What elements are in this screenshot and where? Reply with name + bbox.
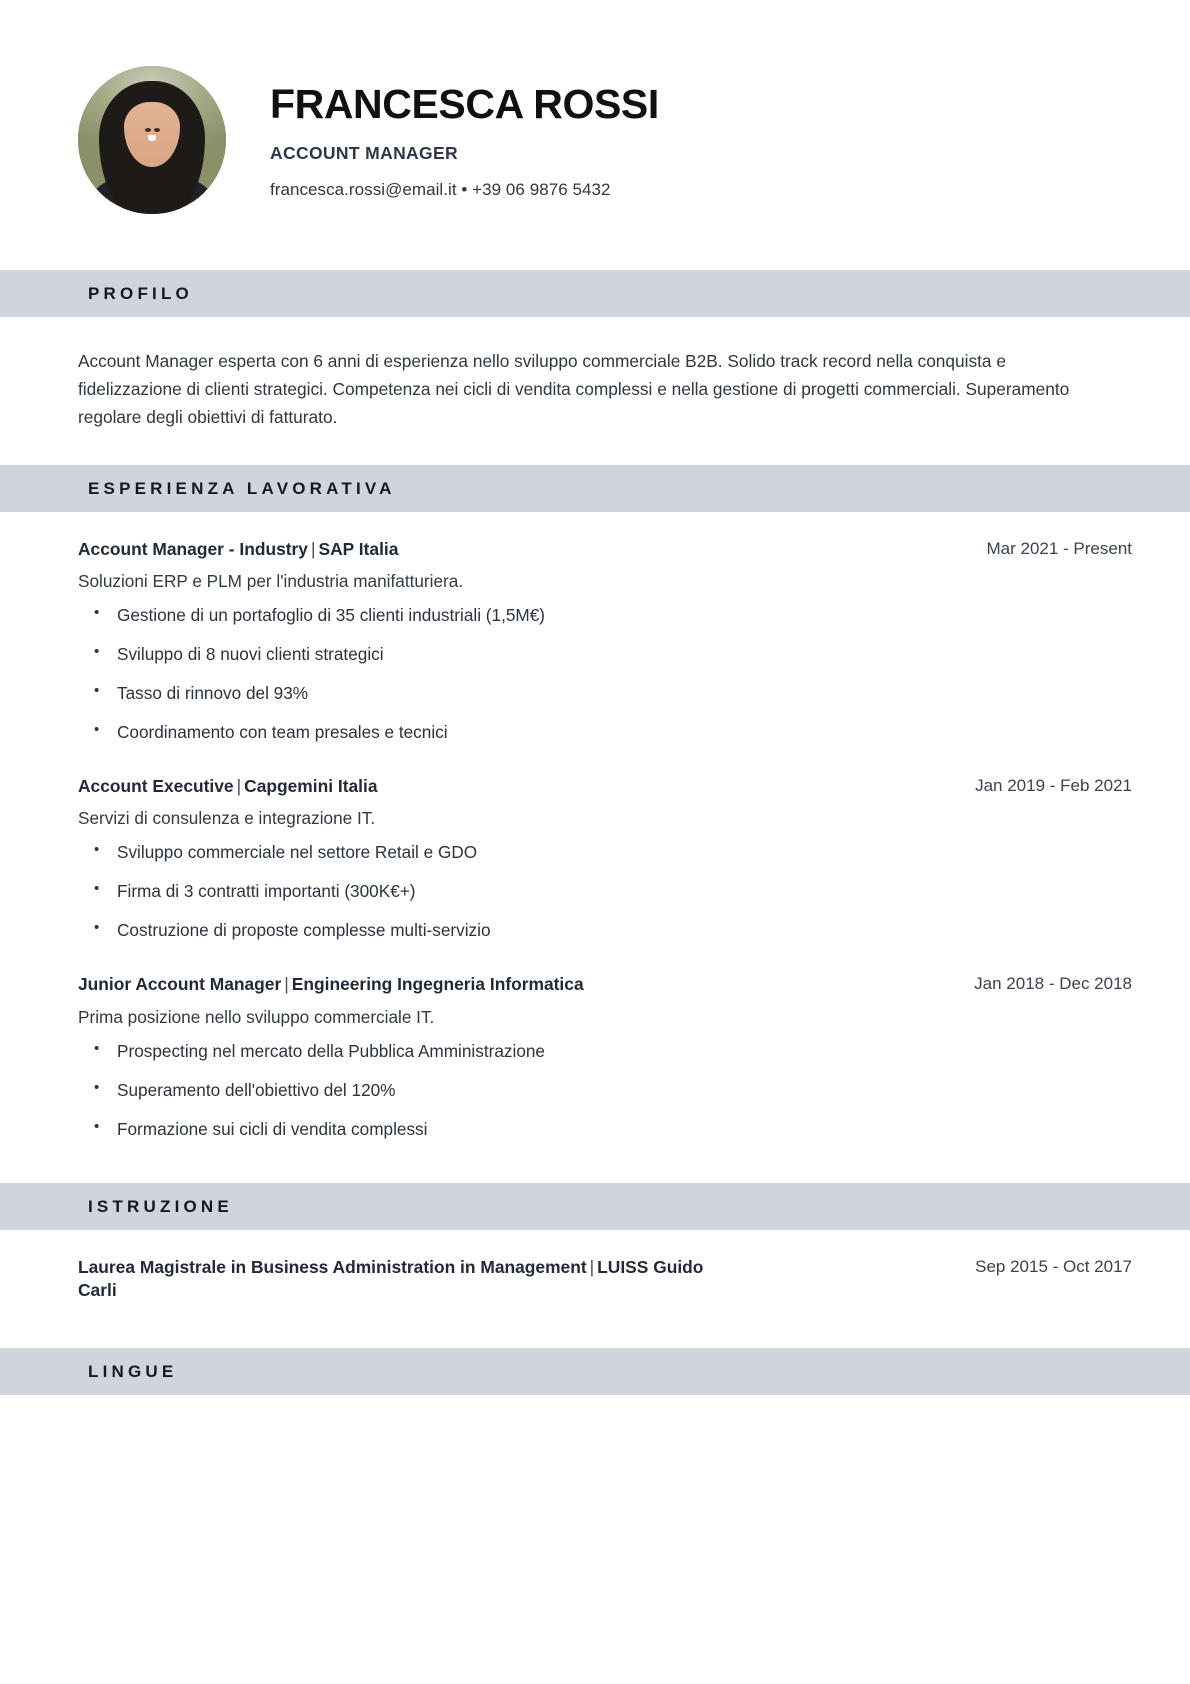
section-header-istruzione <box>0 1183 1190 1230</box>
education-list <box>0 1230 1190 1348</box>
education-entry <box>78 1256 1132 1302</box>
job-bullet: • Gestione di un portafoglio di 35 clienti industriali (1,5M€) <box>78 603 1132 628</box>
job-date: Mar 2021 - Present <box>986 539 1132 559</box>
job-bullet: • Firma di 3 contratti importanti (300K€+) <box>78 879 1132 904</box>
profile-summary: Account Manager esperta con 6 anni di esperienza nello sviluppo commerciale B2B. Solido track record nella conquista e fidelizzazione di clienti strategici. Competenza nei cicli di vendita complessi e nella gestione di progetti commerciali. Superamento regolare degli obiettivi di fatturato. <box>78 351 1070 428</box>
job-company: Capgemini Italia <box>244 776 378 797</box>
section-title: ISTRUZIONE <box>88 1196 233 1216</box>
section-header-esperienza <box>0 465 1190 512</box>
experience-list <box>0 512 1190 1183</box>
degree-name: Laurea Magistrale in Business Administration in Management <box>78 1257 587 1278</box>
avatar-eye-right <box>154 128 160 132</box>
section-header-profilo <box>0 270 1190 317</box>
avatar <box>78 66 226 214</box>
title-separator: | <box>284 974 289 995</box>
header-text-group <box>226 80 659 199</box>
institution-name: LUISS Guido Carli <box>78 1257 704 1301</box>
job-bullet: • Costruzione di proposte complesse multi-servizio <box>78 918 1132 943</box>
entry-header <box>78 538 1132 560</box>
degree-title <box>78 1256 718 1302</box>
job-summary: Prima posizione nello sviluppo commerciale IT. <box>78 1006 435 1027</box>
job-company: Engineering Ingegneria Informatica <box>291 974 584 995</box>
contact-line: francesca.rossi@email.it • +39 06 9876 5432 <box>270 179 611 199</box>
experience-entry <box>78 973 1132 1141</box>
job-bullet: • Formazione sui cicli di vendita complessi <box>78 1117 1132 1142</box>
avatar-smile <box>148 135 156 140</box>
section-title: PROFILO <box>88 283 193 303</box>
job-position: Junior Account Manager <box>78 974 282 995</box>
entry-header <box>78 775 1132 797</box>
job-bullet: • Sviluppo di 8 nuovi clienti strategici <box>78 642 1132 667</box>
job-company: SAP Italia <box>318 539 399 560</box>
job-bullet: • Coordinamento con team presales e tecnici <box>78 720 1132 745</box>
resume-header <box>0 0 1190 270</box>
experience-entry <box>78 775 1132 943</box>
languages-list <box>0 1395 1190 1475</box>
job-bullet: • Sviluppo commerciale nel settore Retail e GDO <box>78 840 1132 865</box>
section-title: ESPERIENZA LAVORATIVA <box>88 478 396 498</box>
title-separator: | <box>589 1257 595 1278</box>
candidate-role: ACCOUNT MANAGER <box>270 142 459 163</box>
job-title <box>78 973 584 995</box>
title-separator: | <box>236 776 242 797</box>
experience-entry <box>78 538 1132 745</box>
job-summary: Soluzioni ERP e PLM per l'industria manifatturiera. <box>78 571 464 592</box>
job-summary: Servizi di consulenza e integrazione IT. <box>78 808 376 829</box>
job-bullet: • Superamento dell'obiettivo del 120% <box>78 1078 1132 1103</box>
entry-header <box>78 1256 1132 1302</box>
job-date: Jan 2019 - Feb 2021 <box>975 776 1132 796</box>
avatar-eye-left <box>145 128 151 132</box>
job-title <box>78 775 378 797</box>
title-separator: | <box>310 539 316 560</box>
job-bullet-list <box>78 840 1132 943</box>
section-title: LINGUE <box>88 1361 178 1381</box>
job-bullet-list <box>78 1039 1132 1142</box>
job-bullet-list <box>78 603 1132 745</box>
job-position: Account Manager - Industry <box>78 539 308 560</box>
section-header-lingue <box>0 1348 1190 1395</box>
candidate-name: FRANCESCA ROSSI <box>270 81 659 128</box>
job-position: Account Executive <box>78 776 234 797</box>
job-date: Jan 2018 - Dec 2018 <box>974 974 1132 994</box>
job-bullet: • Tasso di rinnovo del 93% <box>78 681 1132 706</box>
job-bullet: • Prospecting nel mercato della Pubblica Amministrazione <box>78 1039 1132 1064</box>
education-date: Sep 2015 - Oct 2017 <box>975 1257 1132 1277</box>
entry-header <box>78 973 1132 995</box>
job-title <box>78 538 398 560</box>
